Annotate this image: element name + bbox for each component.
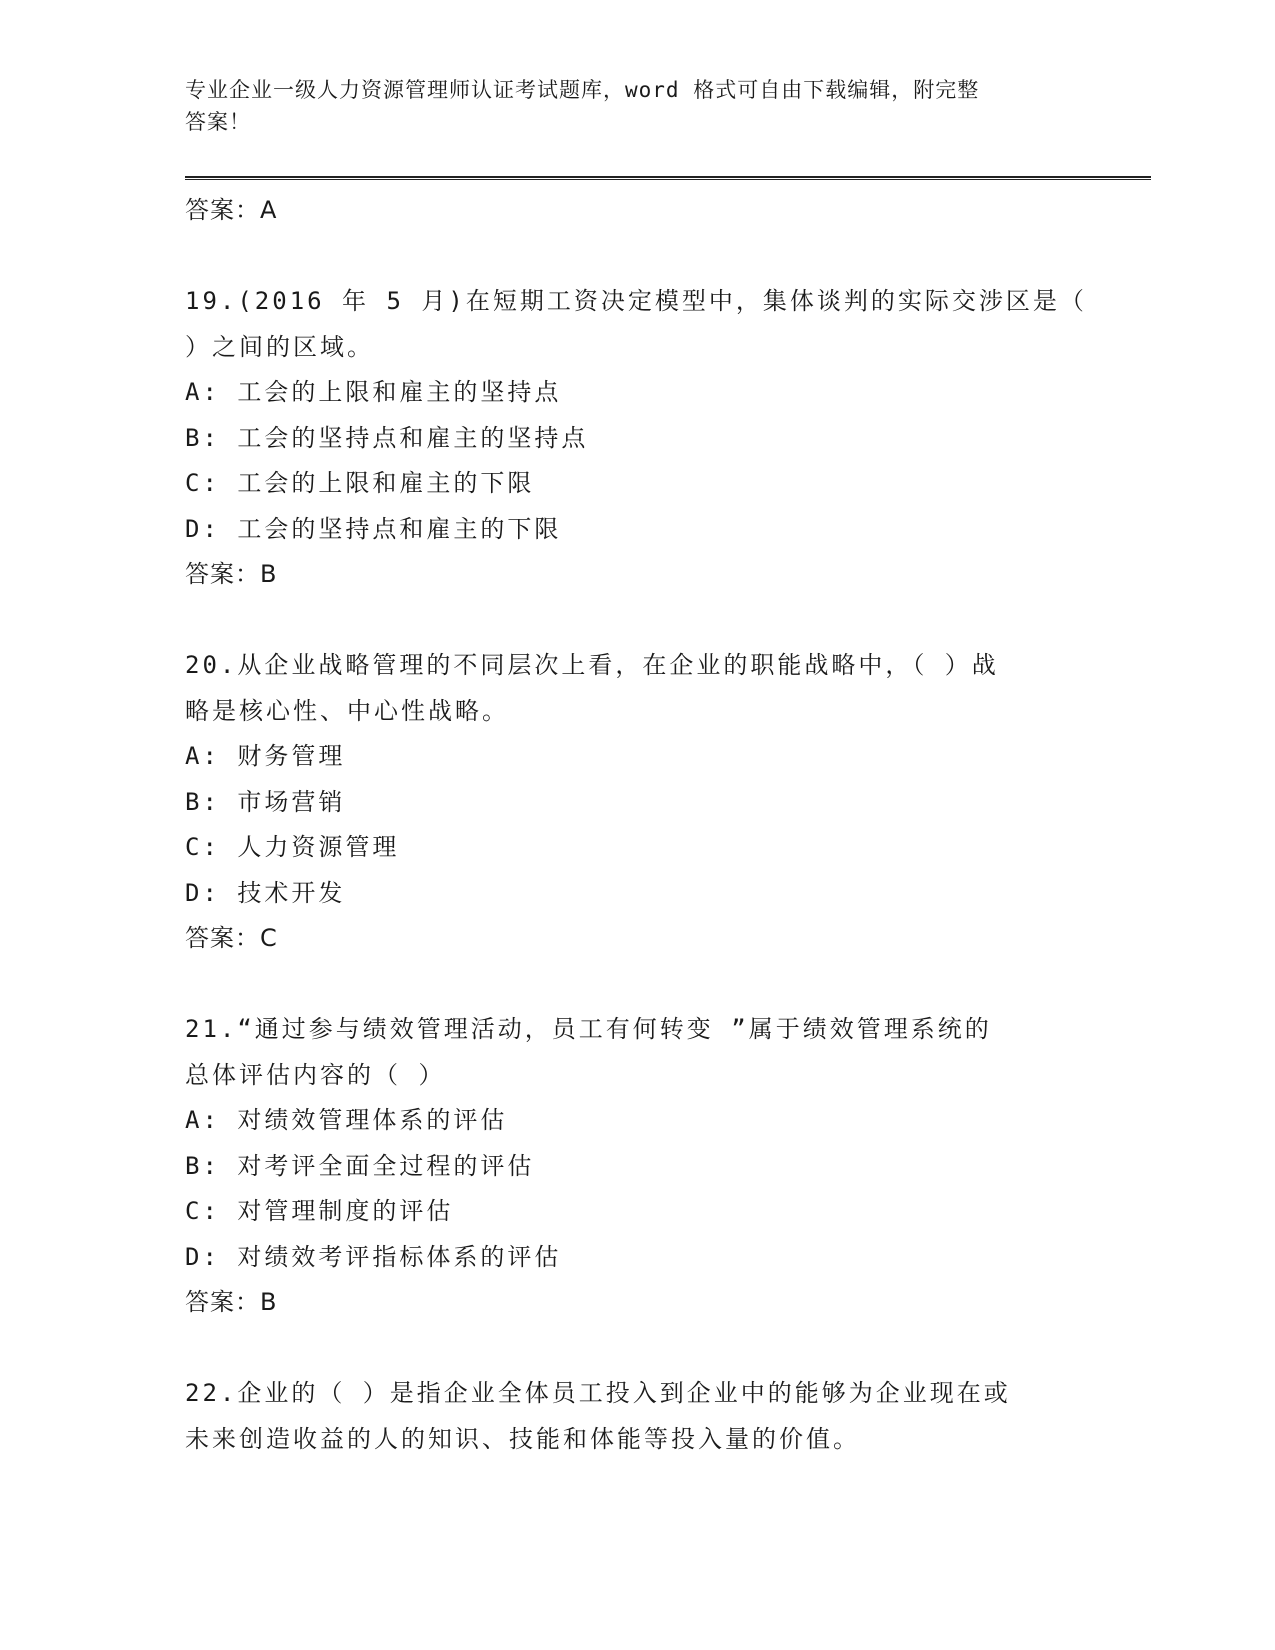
question-stem-line: 19.(2016 年 5 月)在短期工资决定模型中，集体谈判的实际交涉区是（ — [185, 287, 1087, 315]
option-c: C: 人力资源管理 — [185, 833, 400, 861]
question-stem-line: 22.企业的（ ）是指企业全体员工投入到企业中的能够为企业现在或 — [185, 1379, 1011, 1407]
spacer — [185, 598, 1085, 644]
spacer — [185, 962, 1085, 1008]
question-21 — [185, 1007, 1085, 1326]
question-stem-line: 20.从企业战略管理的不同层次上看，在企业的职能战略中，（ ）战 — [185, 651, 999, 679]
header-line-1: 专业企业一级人力资源管理师认证考试题库，word 格式可自由下载编辑，附完整 — [185, 78, 980, 102]
answer-line: 答案：C — [185, 924, 278, 952]
option-c: C: 对管理制度的评估 — [185, 1197, 454, 1225]
spacer — [185, 234, 1085, 280]
question-stem-line: ）之间的区域。 — [185, 332, 374, 361]
question-19 — [185, 279, 1085, 598]
question-stem-line: 略是核心性、中心性战略。 — [185, 696, 509, 725]
question-stem-line: 21.“通过参与绩效管理活动，员工有何转变 ”属于绩效管理系统的 — [185, 1015, 992, 1043]
option-d: D: 技术开发 — [185, 878, 346, 907]
option-b: B: 市场营销 — [185, 787, 346, 816]
option-a: A: 财务管理 — [185, 742, 346, 770]
question-20 — [185, 643, 1085, 962]
question-22 — [185, 1371, 1085, 1462]
previous-answer: 答案：A — [185, 196, 278, 224]
option-b: B: 对考评全面全过程的评估 — [185, 1151, 535, 1180]
header-divider — [185, 176, 1151, 180]
option-a: A: 工会的上限和雇主的坚持点 — [185, 378, 562, 406]
page-header — [185, 74, 1085, 138]
spacer — [185, 1326, 1085, 1372]
answer-line: 答案：B — [185, 560, 278, 588]
option-b: B: 工会的坚持点和雇主的坚持点 — [185, 423, 589, 452]
question-list — [185, 188, 1085, 1462]
option-d: D: 工会的坚持点和雇主的下限 — [185, 514, 562, 543]
header-line-2: 答案！ — [185, 110, 251, 134]
option-a: A: 对绩效管理体系的评估 — [185, 1106, 508, 1134]
option-d: D: 对绩效考评指标体系的评估 — [185, 1242, 562, 1271]
question-stem-line: 总体评估内容的（ ） — [185, 1060, 446, 1089]
question-stem-line: 未来创造收益的人的知识、技能和体能等投入量的价值。 — [185, 1424, 860, 1453]
answer-line: 答案：B — [185, 1288, 278, 1316]
option-c: C: 工会的上限和雇主的下限 — [185, 469, 535, 497]
